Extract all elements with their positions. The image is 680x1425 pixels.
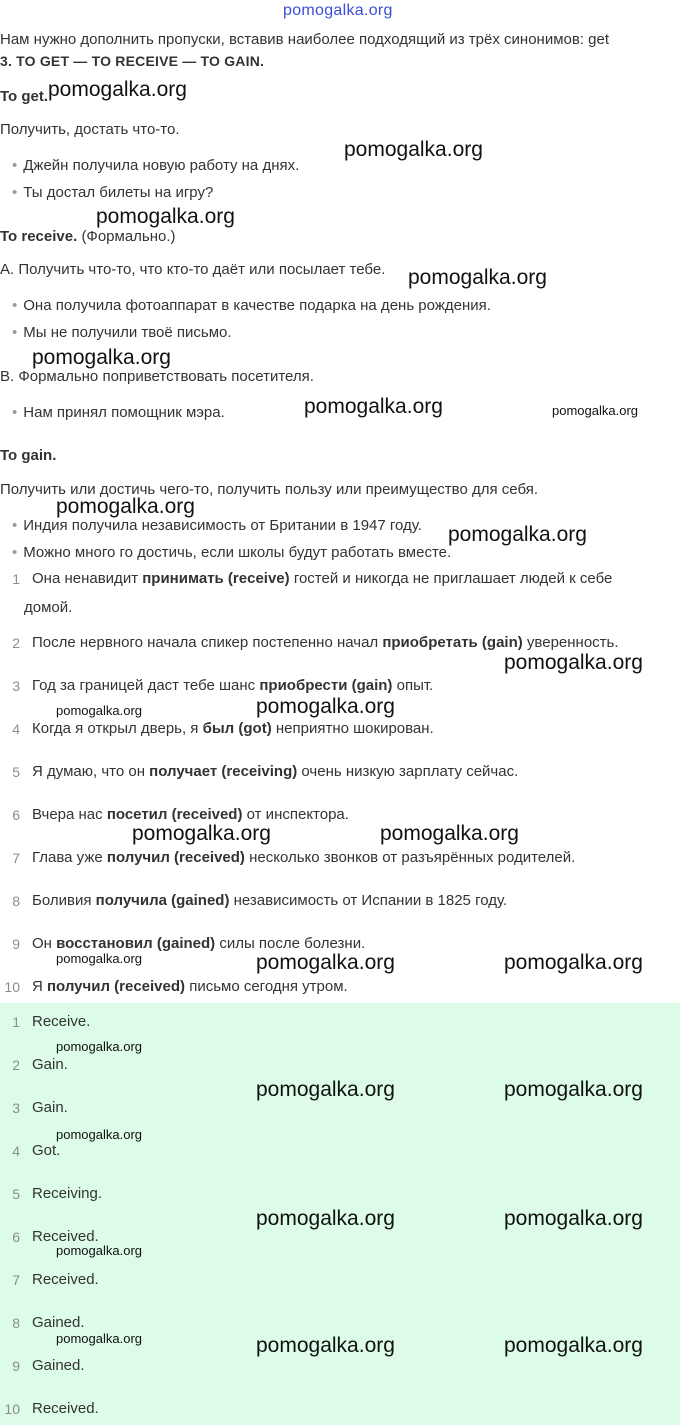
exercise-sentence: Я получил (received) письмо сегодня утром. — [32, 978, 348, 995]
list-item: • Индия получила независимость от Британии в 1947 году. — [12, 517, 422, 534]
exercise-number: 5 — [12, 764, 20, 780]
answer-number: 10 — [4, 1401, 20, 1417]
watermark: pomogalka.org — [504, 1078, 643, 1101]
list-item: • Ты достал билеты на игру? — [12, 184, 214, 201]
answer-number: 6 — [12, 1229, 20, 1245]
answer-text: Gained. — [32, 1314, 85, 1331]
exercise-sentence: После нервного начала спикер постепенно начал приобретать (gain) уверенность. — [32, 634, 619, 651]
watermark: pomogalka.org — [56, 1127, 142, 1142]
watermark: pomogalka.org — [256, 951, 395, 974]
watermark: pomogalka.org — [304, 395, 443, 418]
watermark: pomogalka.org — [56, 495, 195, 518]
watermark: pomogalka.org — [256, 1334, 395, 1357]
page-title: 3. TO GET — TO RECEIVE — TO GAIN. — [0, 53, 265, 69]
definition-receive-a: A. Получить что-то, что кто-то даёт или посылает тебе. — [0, 261, 386, 278]
answer-text: Gained. — [32, 1357, 85, 1374]
answer-number: 7 — [12, 1272, 20, 1288]
definition-get: Получить, достать что-то. — [0, 121, 180, 138]
answer-number: 3 — [12, 1100, 20, 1116]
answer-text: Gain. — [32, 1056, 68, 1073]
watermark: pomogalka.org — [256, 1207, 395, 1230]
watermark: pomogalka.org — [256, 695, 395, 718]
answer-text: Received. — [32, 1228, 99, 1245]
list-item: • Она получила фотоаппарат в качестве подарка на день рождения. — [12, 297, 491, 314]
exercise-sentence: Когда я открыл дверь, я был (got) неприятно шокирован. — [32, 720, 434, 737]
exercise-number: 2 — [12, 635, 20, 651]
watermark: pomogalka.org — [256, 1078, 395, 1101]
site-logo[interactable]: pomogalka.org — [283, 2, 393, 19]
watermark: pomogalka.org — [32, 346, 171, 369]
exercise-number: 4 — [12, 721, 20, 737]
list-item: • Можно много го достичь, если школы будут работать вместе. — [12, 544, 452, 561]
watermark: pomogalka.org — [552, 403, 638, 418]
watermark: pomogalka.org — [56, 1243, 142, 1258]
answer-number: 4 — [12, 1143, 20, 1159]
answer-text: Received. — [32, 1400, 99, 1417]
watermark: pomogalka.org — [132, 822, 271, 845]
exercise-sentence-continuation: домой. — [24, 599, 73, 616]
exercise-number: 6 — [12, 807, 20, 823]
watermark: pomogalka.org — [504, 651, 643, 674]
list-item: • Джейн получила новую работу на днях. — [12, 157, 300, 174]
list-item: • Нам принял помощник мэра. — [12, 404, 225, 421]
exercise-number: 10 — [4, 979, 20, 995]
exercise-sentence: Он восстановил (gained) силы после болезни. — [32, 935, 366, 952]
list-item: • Мы не получили твоё письмо. — [12, 324, 232, 341]
watermark: pomogalka.org — [344, 138, 483, 161]
exercise-number: 9 — [12, 936, 20, 952]
exercise-sentence: Год за границей даст тебе шанс приобрести (gain) опыт. — [32, 677, 434, 694]
answer-number: 8 — [12, 1315, 20, 1331]
watermark: pomogalka.org — [56, 951, 142, 966]
exercise-sentence: Боливия получила (gained) независимость от Испании в 1825 году. — [32, 892, 508, 909]
exercise-sentence: Она ненавидит принимать (receive) гостей и никогда не приглашает людей к себе — [32, 570, 613, 587]
answer-number: 9 — [12, 1358, 20, 1374]
exercise-number: 7 — [12, 850, 20, 866]
answer-text: Got. — [32, 1142, 61, 1159]
definition-receive-b: B. Формально поприветствовать посетителя. — [0, 368, 314, 385]
exercise-number: 8 — [12, 893, 20, 909]
heading-receive: To receive. (Формально.) — [0, 228, 176, 245]
answer-text: Receiving. — [32, 1185, 103, 1202]
exercise-number: 3 — [12, 678, 20, 694]
watermark: pomogalka.org — [448, 523, 587, 546]
answer-number: 5 — [12, 1186, 20, 1202]
watermark: pomogalka.org — [56, 1039, 142, 1054]
heading-get: To get. — [0, 88, 49, 105]
watermark: pomogalka.org — [504, 951, 643, 974]
intro-text: Нам нужно дополнить пропуски, вставив наиболее подходящий из трёх синонимов: get — [0, 31, 610, 48]
heading-gain: To gain. — [0, 447, 57, 464]
answer-number: 1 — [12, 1014, 20, 1030]
exercise-number: 1 — [12, 571, 20, 587]
answer-number: 2 — [12, 1057, 20, 1073]
watermark: pomogalka.org — [96, 205, 235, 228]
exercise-sentence: Глава уже получил (received) несколько звонков от разъярённых родителей. — [32, 849, 576, 866]
answer-text: Gain. — [32, 1099, 68, 1116]
watermark: pomogalka.org — [56, 1331, 142, 1346]
definition-gain: Получить или достичь чего-то, получить пользу или преимущество для себя. — [0, 481, 539, 498]
watermark: pomogalka.org — [56, 703, 142, 718]
answer-text: Receive. — [32, 1013, 91, 1030]
exercise-sentence: Я думаю, что он получает (receiving) очень низкую зарплату сейчас. — [32, 763, 519, 780]
watermark: pomogalka.org — [504, 1207, 643, 1230]
watermark: pomogalka.org — [380, 822, 519, 845]
exercise-sentence: Вчера нас посетил (received) от инспектора. — [32, 806, 349, 823]
answer-text: Received. — [32, 1271, 99, 1288]
watermark: pomogalka.org — [408, 266, 547, 289]
watermark: pomogalka.org — [504, 1334, 643, 1357]
watermark: pomogalka.org — [48, 78, 187, 101]
